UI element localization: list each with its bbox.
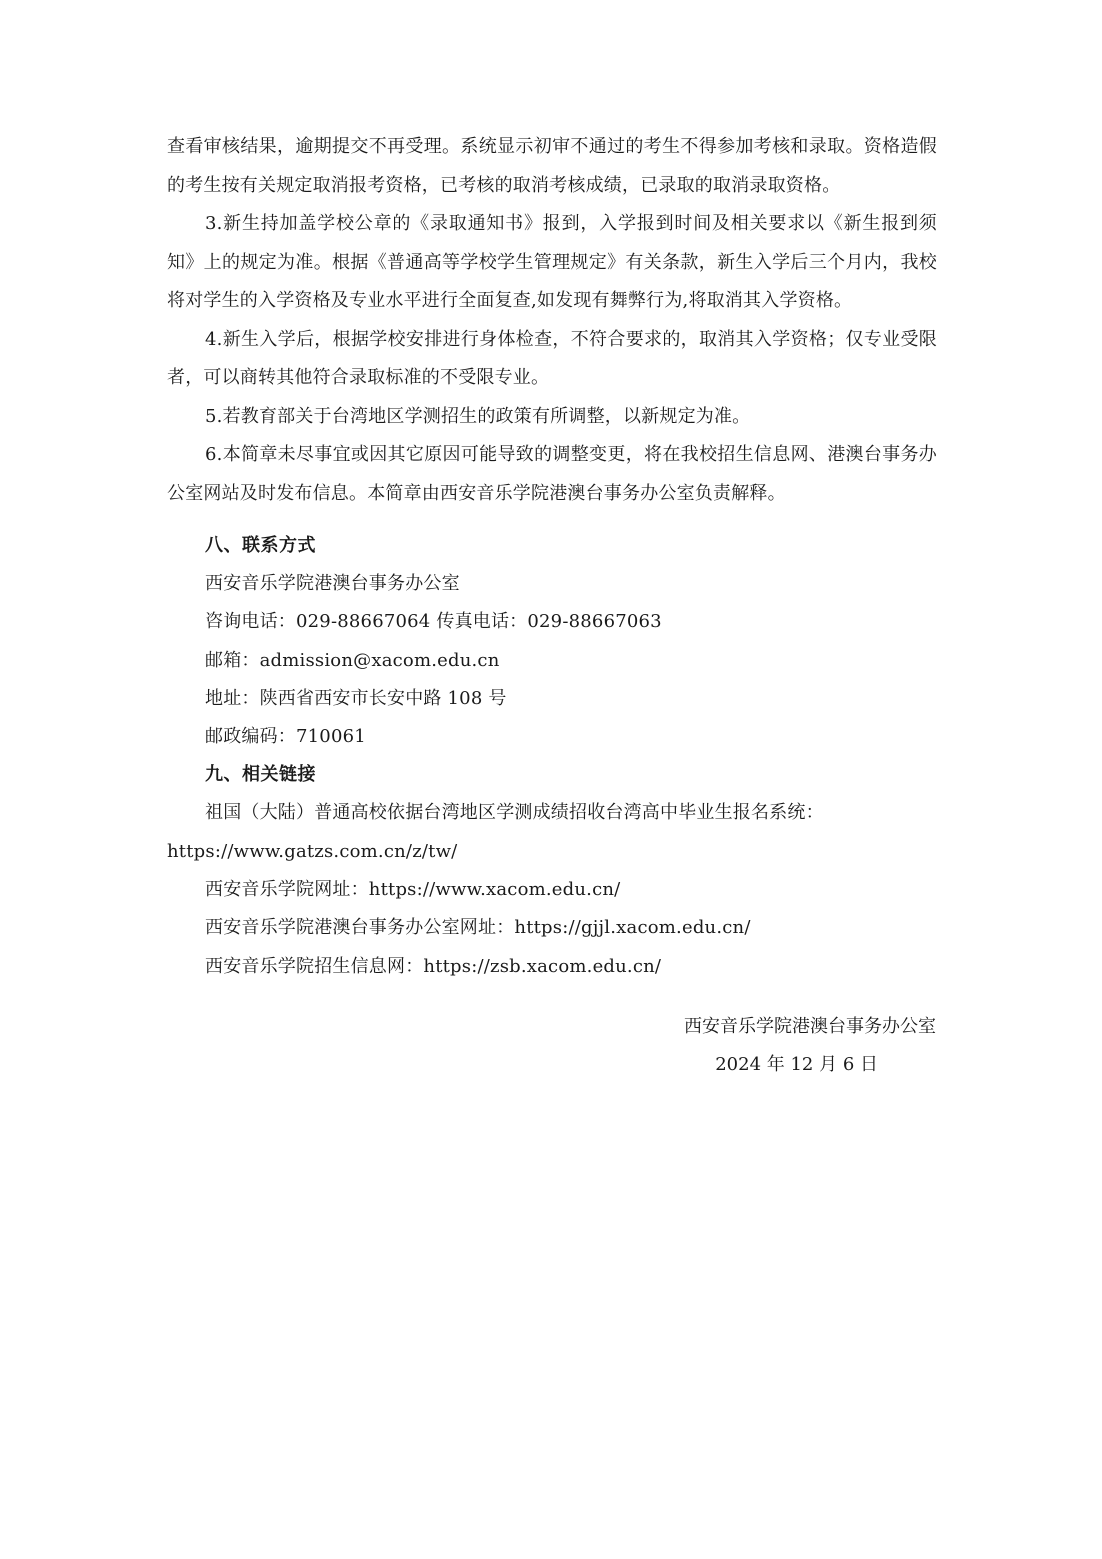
- signature-block: [540, 1008, 936, 1084]
- links-system-url[interactable]: https://www.gatzs.com.cn/z/tw/: [167, 840, 458, 862]
- signature-org: 西安音乐学院港澳台事务办公室: [684, 1016, 936, 1037]
- signature-date: 2024 年 12 月 6 日: [715, 1054, 878, 1075]
- links-school-site[interactable]: 西安音乐学院网址：https://www.xacom.edu.cn/: [205, 879, 621, 901]
- paragraph-policy-adjustment: 5.若教育部关于台湾地区学测招生的政策有所调整，以新规定为准。: [205, 405, 751, 427]
- contact-address: 地址：陕西省西安市长安中路 108 号: [205, 687, 507, 709]
- paragraph-review-result: 查看审核结果，逾期提交不再受理。系统显示初审不通过的考生不得参加考核和录取。资格造假的考生按有关规定取消报考资格，已考核的取消考核成绩，已录取的取消录取资格。: [167, 136, 937, 196]
- contact-email: 邮箱：admission@xacom.edu.cn: [205, 649, 500, 671]
- document-body: [167, 128, 937, 986]
- links-heading: 九、相关链接: [205, 764, 316, 786]
- paragraph-interpretation: 6.本简章未尽事宜或因其它原因可能导致的调整变更，将在我校招生信息网、港澳台事务办公室网站及时发布信息。本简章由西安音乐学院港澳台事务办公室负责解释。: [167, 444, 937, 504]
- paragraph-enrollment-check: 3.新生持加盖学校公章的《录取通知书》报到，入学报到时间及相关要求以《新生报到须知》上的规定为准。根据《普通高等学校学生管理规定》有关条款，新生入学后三个月内，我校将对学生的入学资格及专业水平进行全面复查,如发现有舞弊行为,将取消其入学资格。: [167, 213, 937, 311]
- links-admission-site[interactable]: 西安音乐学院招生信息网：https://zsb.xacom.edu.cn/: [205, 955, 662, 977]
- contact-office: 西安音乐学院港澳台事务办公室: [205, 573, 460, 594]
- links-office-site[interactable]: 西安音乐学院港澳台事务办公室网址：https://gjjl.xacom.edu.cn/: [205, 917, 751, 939]
- contact-heading: 八、联系方式: [205, 535, 316, 556]
- contact-postcode: 邮政编码：710061: [205, 726, 366, 748]
- paragraph-health-check: 4.新生入学后，根据学校安排进行身体检查，不符合要求的，取消其入学资格；仅专业受限者，可以商转其他符合录取标准的不受限专业。: [167, 328, 937, 388]
- links-system-label: 祖国（大陆）普通高校依据台湾地区学测成绩招收台湾高中毕业生报名系统：: [205, 802, 824, 824]
- contact-phone-fax: 咨询电话：029-88667064 传真电话：029-88667063: [205, 611, 662, 633]
- spacer: [167, 513, 937, 527]
